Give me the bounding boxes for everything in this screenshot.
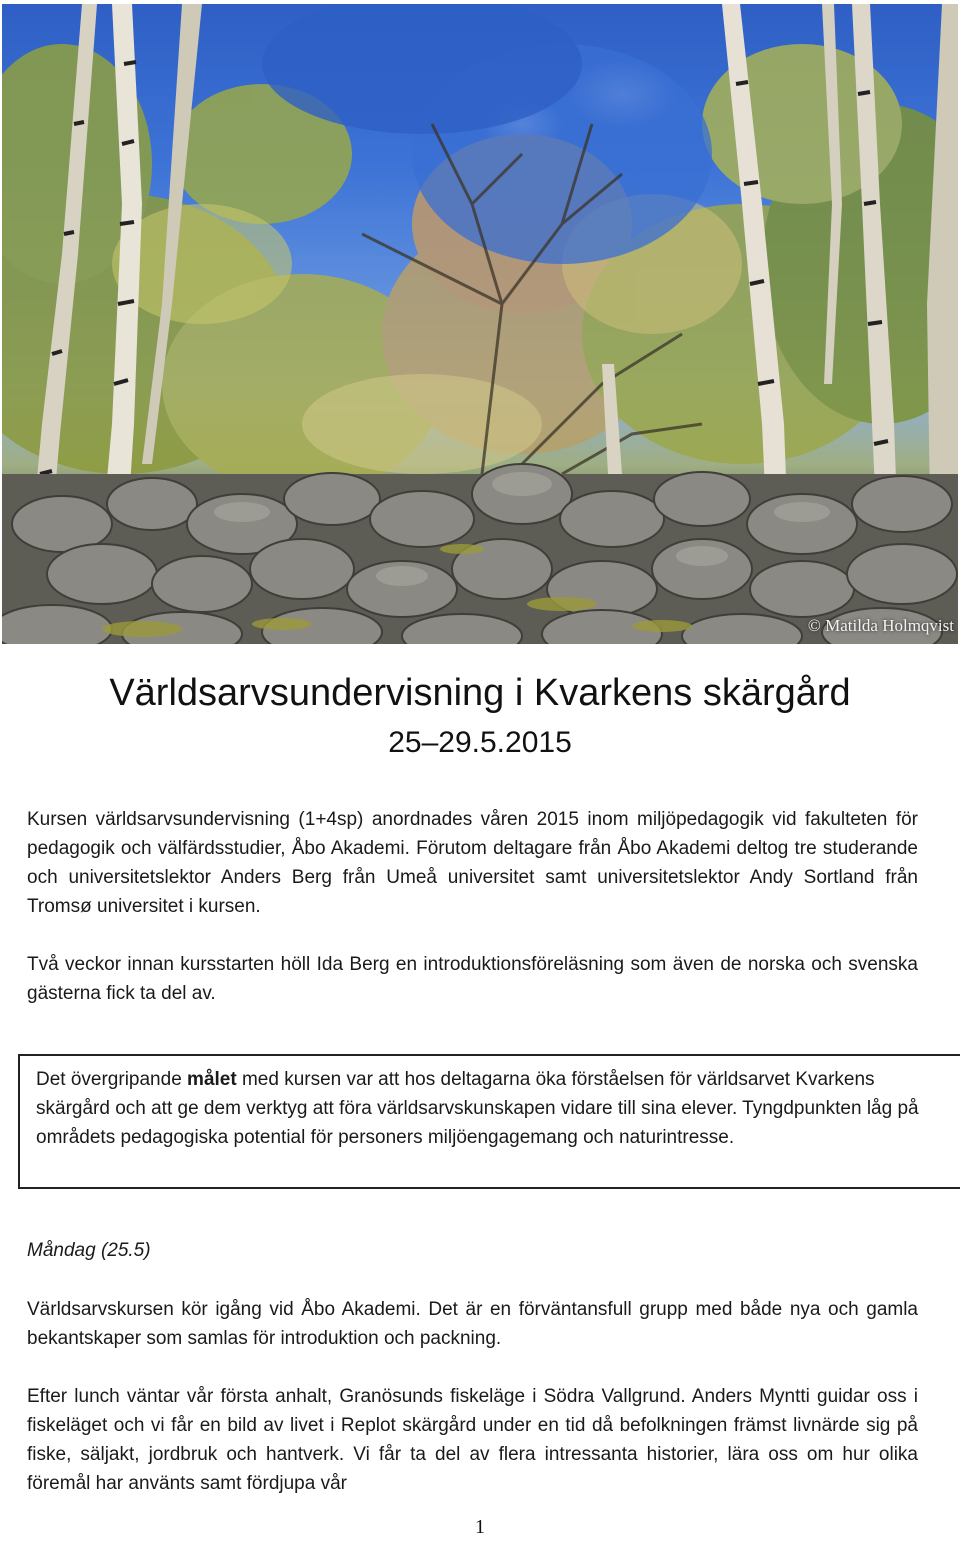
document-title: Världsarvsundervisning i Kvarkens skärgård [109,672,851,714]
forest-boulder-illustration [2,4,958,644]
page-number: 1 [475,1516,485,1538]
monday-paragraph-2: Efter lunch väntar vår första anhalt, Granösunds fiskeläge i Södra Vallgrund. Anders Myntti guidar oss i fiskeläget och vi får en bild av livet i Replot skärgård under en tid då befolkningen främst livnärde sig på fiske, säljakt, jordbruk och hantverk. Vi får ta del av flera intressanta historier, lära oss om hur olika föremål har använts samt fördjupa vår [27,1386,918,1494]
goal-emphasis: målet [187,1069,237,1090]
hero-photo [2,4,958,644]
goal-box [18,1054,960,1189]
photo-credit: © Matilda Holmqvist [807,616,954,635]
goal-text-after: med kursen var att hos deltagarna öka förståelsen för världsarvet Kvarkens skärgård och att ge dem verktyg att föra världsarvskunskapen vidare till sina elever. Tyngdpunkten låg på områdets pedagogiska potential för personers miljöengagemang och naturintresse. [36,1069,919,1148]
course-dates: 25–29.5.2015 [388,726,572,759]
day-heading-monday: Måndag (25.5) [27,1240,151,1261]
monday-paragraph-1: Världsarvskursen kör igång vid Åbo Akademi. Det är en förväntansfull grupp med både nya och gamla bekantskaper som samlas för introduktion och packning. [27,1299,918,1349]
intro-paragraph-1: Kursen världsarvsundervisning (1+4sp) anordnades våren 2015 inom miljöpedagogik vid fakulteten för pedagogik och välfärdsstudier, Åbo Akademi. Förutom deltagare från Åbo Akademi deltog tre studerande och universitetslektor Anders Berg från Umeå universitet samt universitetslektor Andy Sortland från Tromsø universitet i kursen. [27,809,918,917]
intro-paragraph-2: Två veckor innan kursstarten höll Ida Berg en introduktionsföreläsning som även de norska och svenska gästerna fick ta del av. [27,954,918,1004]
goal-text-before: Det övergripande [36,1069,188,1090]
